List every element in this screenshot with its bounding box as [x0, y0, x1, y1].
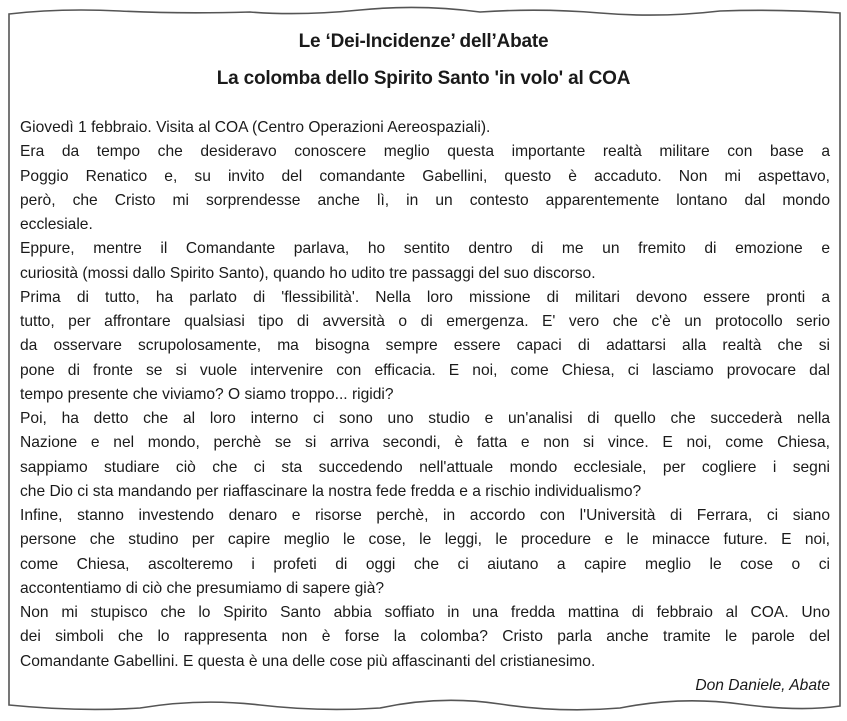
paragraph-4-line: tutto, per affrontare qualsiasi tipo di avversità o di emergenza. E' vero che c'è un protocollo serio: [20, 313, 830, 330]
paragraph-4-line: tempo presente che viviamo? O siamo troppo... rigidi?: [20, 385, 394, 403]
paragraph-7-line: Non mi stupisco che lo Spirito Santo abbia soffiato in una fredda mattina di febbraio al COA. Uno: [20, 604, 830, 621]
paragraph-7-line: Comandante Gabellini. E questa è una delle cose più affascinanti del cristianesimo.: [20, 652, 596, 670]
paragraph-5-line: sappiamo studiare ciò che ci sta succedendo nell'attuale mondo ecclesiale, per cogliere i segni: [20, 458, 830, 476]
paragraph-4-line: da osservare scrupolosamente, ma bisogna sempre essere capaci di adattarsi alla realtà che si: [20, 337, 830, 355]
paragraph-5-line: Nazione e nel mondo, perchè se si arriva secondi, è fatta e non si vince. E noi, come Chiesa,: [20, 434, 830, 452]
paragraph-6-line: accontentiamo di ciò che presumiamo di sapere già?: [20, 579, 385, 597]
paragraph-2-line: ecclesiale.: [20, 216, 93, 233]
paragraph-4-line: Prima di tutto, ha parlato di 'flessibilità'. Nella loro missione di militari devono essere pronti a: [20, 288, 830, 306]
paragraph-6-line: persone che studino per capire meglio le cose, le leggi, le procedure e le minacce future. E noi,: [20, 531, 830, 549]
paragraph-5-line: Poi, ha detto che al loro interno ci sono uno studio e un'analisi di quello che succederà nella: [20, 410, 830, 427]
paragraph-7-line: dei simboli che lo rappresenta non è forse la colomba? Cristo parla anche tramite le parole del: [20, 628, 830, 646]
article-headline: La colomba dello Spirito Santo 'in volo' al COA: [216, 68, 631, 89]
author-signature: Don Daniele, Abate: [695, 676, 830, 694]
paragraph-6-line: Infine, stanno investendo denaro e risorse perchè, in accordo con l'Università di Ferrara, ci siano: [20, 507, 830, 524]
article-body: [20, 116, 830, 698]
paragraph-1-line: Giovedì 1 febbraio. Visita al COA (Centro Operazioni Aereospaziali).: [20, 119, 491, 136]
paragraph-4-line: pone di fronte se si vuole intervenire con efficacia. E noi, come Chiesa, ci lasciamo provocare dal: [20, 361, 830, 379]
paragraph-2-line: Poggio Renatico e, su invito del comandante Gabellini, questo è accaduto. Non mi aspettavo,: [20, 167, 830, 185]
paragraph-2-line: Era da tempo che desideravo conoscere meglio questa importante realtà militare con base a: [20, 143, 830, 161]
paragraph-3-line: Eppure, mentre il Comandante parlava, ho sentito dentro di me un fremito di emozione e: [20, 240, 830, 258]
column-title: Le ‘Dei-Incidenze’ dell’Abate: [298, 31, 549, 52]
paragraph-2-line: però, che Cristo mi sorprendesse anche lì, in un contesto apparentemente lontano dal mondo: [20, 191, 830, 209]
paragraph-3-line: curiosità (mossi dallo Spirito Santo), quando ho udito tre passaggi del suo discorso.: [20, 264, 596, 282]
paragraph-6-line: come Chiesa, ascolteremo i profeti di oggi che ci aiutano a capire meglio le cose o ci: [20, 555, 830, 573]
paragraph-5-line: che Dio ci sta mandando per riaffascinare la nostra fede fredda e a rischio individualismo?: [20, 482, 642, 500]
